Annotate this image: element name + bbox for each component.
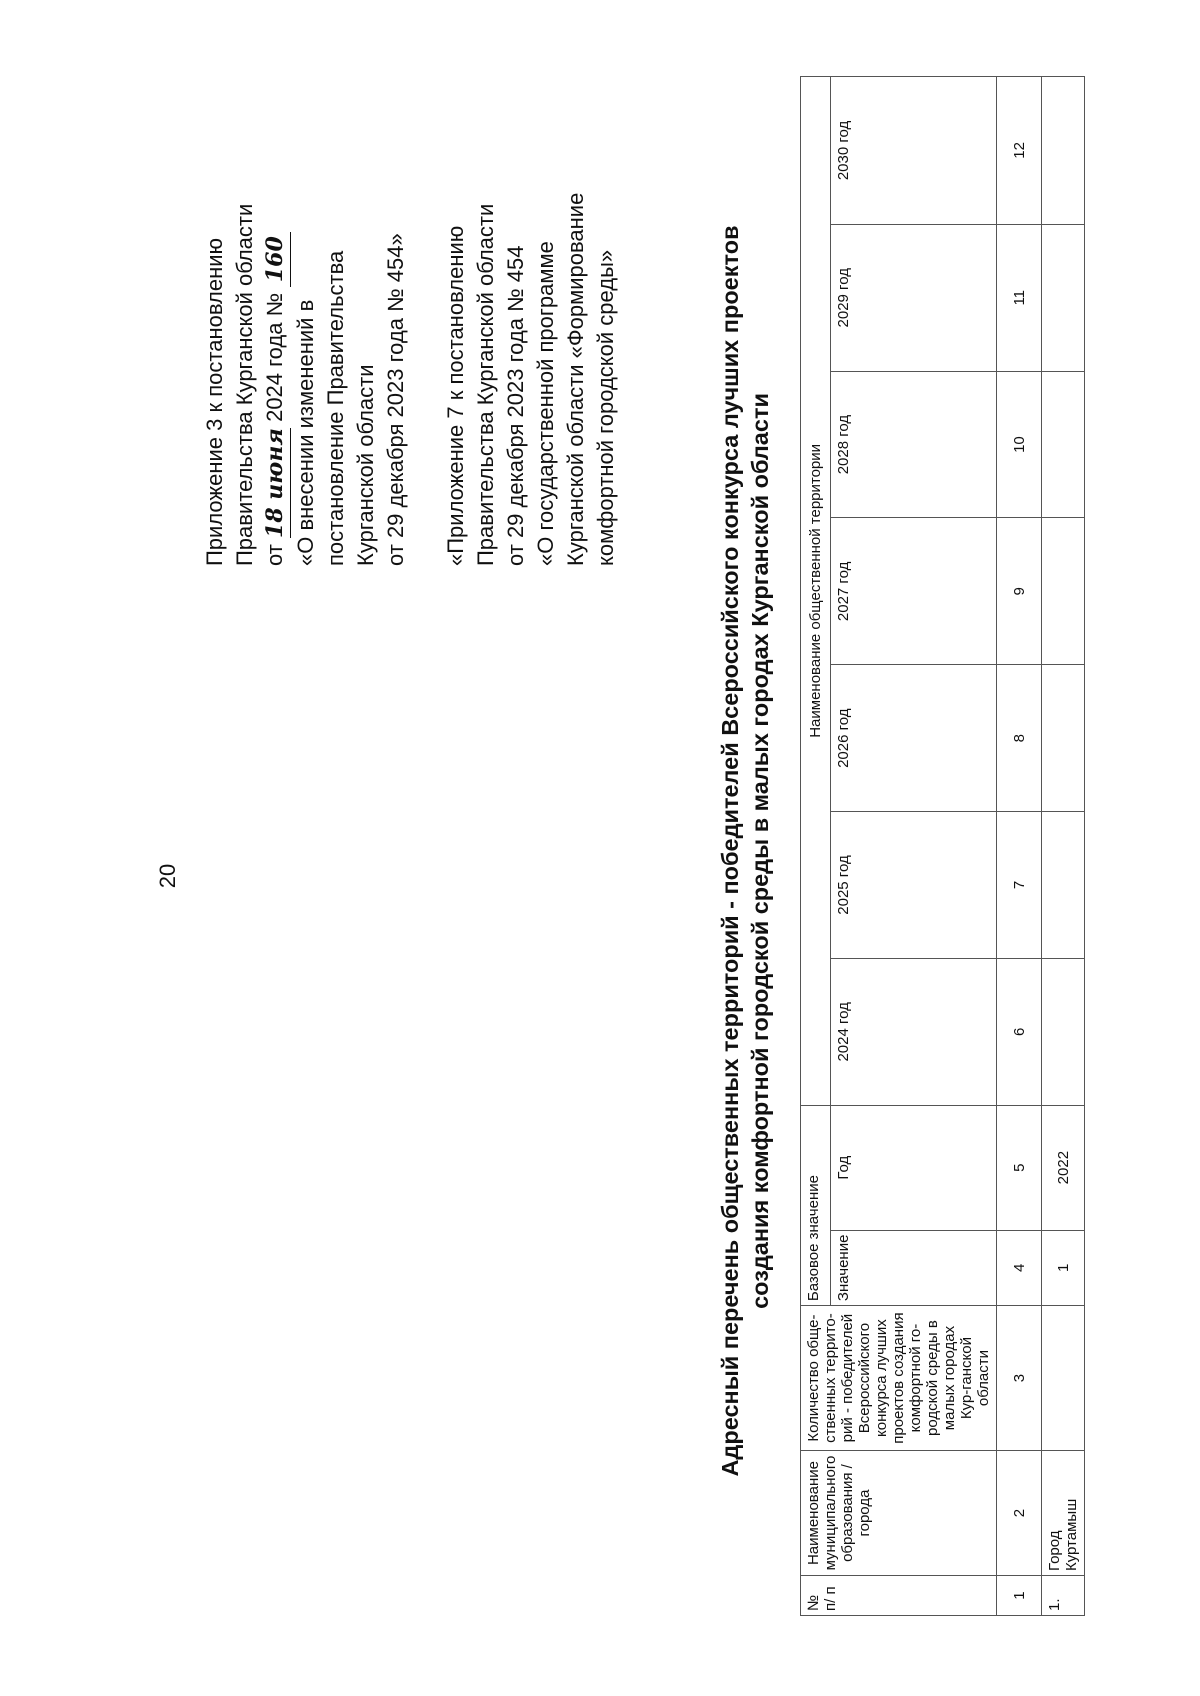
column-number: 4 [997,1230,1042,1306]
appendix-line: постановление Правительства [323,250,348,566]
column-number: 10 [997,371,1042,518]
column-number-row [997,77,1042,1616]
appendix-line: комфортной городской среды» [593,249,618,566]
column-number: 3 [997,1306,1042,1451]
row-2029 [1042,224,1085,371]
header-base-group: Базовое значение [801,1105,831,1305]
header-municipality: Наименование муниципального образования / города [801,1451,997,1576]
row-2024 [1042,958,1085,1105]
column-number: 5 [997,1105,1042,1230]
address-list-table [800,76,1085,1616]
header-year-2029: 2029 год [831,224,997,371]
column-number: 12 [997,77,1042,225]
column-number: 9 [997,518,1042,665]
row-2025 [1042,812,1085,959]
appendix-line: Курганской области [353,364,378,566]
header-year-2030: 2030 год [831,77,997,225]
column-number: 7 [997,812,1042,959]
row-2030 [1042,77,1085,225]
spacer [411,86,441,566]
column-number: 6 [997,958,1042,1105]
header-base-value: Значение [831,1230,997,1306]
title-line-1: Адресный перечень общественных территорий - победителей Всероссийского конкурса лучших проектов [717,225,743,1477]
row-num: 1. [1042,1576,1085,1616]
appendix-line: «О государственной программе [533,241,558,566]
row-2026 [1042,665,1085,812]
header-num: № п/ п [801,1576,997,1616]
column-number: 2 [997,1451,1042,1576]
page-number: 20 [155,863,180,889]
title-line-2: создания комфортной городской среды в малых городах Курганской области [747,393,773,1309]
appendix-from-prefix: от [262,544,287,566]
column-number: 8 [997,665,1042,812]
appendix-line: от 29 декабря 2023 года № 454 [503,245,528,566]
header-base-year: Год [831,1105,997,1230]
row-municipality: Город Куртамыш [1042,1451,1085,1576]
header-year-2027: 2027 год [831,518,997,665]
header-count: Количество обще-ственных террито-рий - победителей Всероссийского конкурса лучших проектов создания комфортной го-родской среды в малых городах Кур-ганской области [801,1306,997,1451]
appendix-line: Правительства Курганской области [473,203,498,566]
appendix-line: Правительства Курганской области [232,203,257,566]
row-2028 [1042,371,1085,518]
header-year-2025: 2025 год [831,812,997,959]
row-count [1042,1306,1085,1451]
handwritten-date: 18 июня [260,428,291,538]
appendix-line: Приложение 3 к постановлению [202,237,227,566]
appendix-block [200,86,621,566]
appendix-line: «Приложение 7 к постановлению [443,225,468,566]
row-2027 [1042,518,1085,665]
document-title [715,101,775,1601]
column-number: 1 [997,1576,1042,1616]
column-number: 11 [997,224,1042,371]
header-territory-group: Наименование общественной территории [801,77,831,1106]
table-row [1042,77,1085,1616]
handwritten-number: 160 [260,232,291,287]
appendix-line: от 29 декабря 2023 года № 454» [383,233,408,566]
appendix-year-label: 2024 года № [262,292,287,422]
appendix-line: Курганской области «Формирование [563,192,588,566]
appendix-line: «О внесении изменений в [293,299,318,566]
appendix-date-line [260,86,291,566]
row-base-year: 2022 [1042,1105,1085,1230]
row-base-value: 1 [1042,1230,1085,1306]
header-year-2026: 2026 год [831,665,997,812]
header-year-2028: 2028 год [831,371,997,518]
header-year-2024: 2024 год [831,958,997,1105]
header-row-1 [801,77,831,1616]
